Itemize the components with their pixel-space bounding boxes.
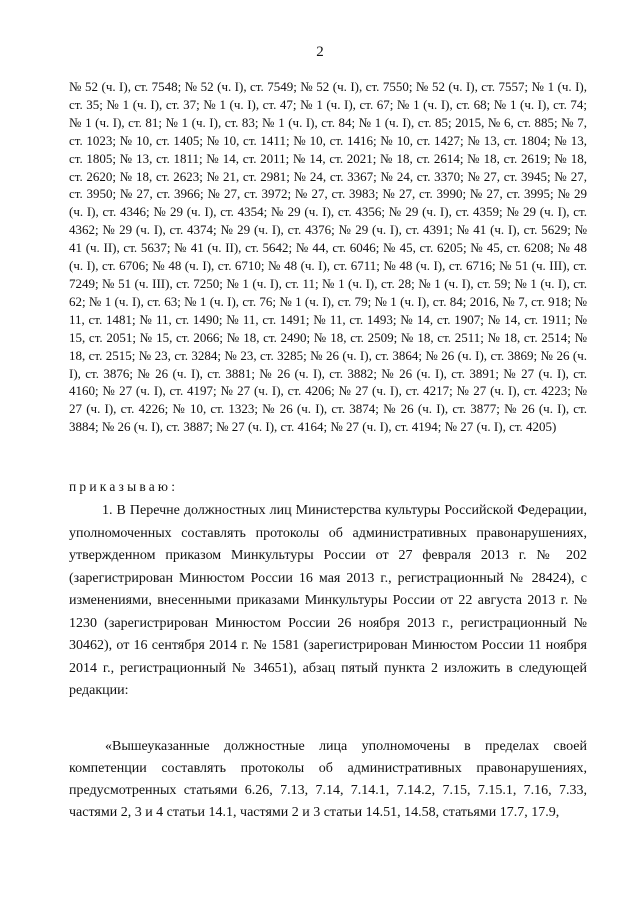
page-number: 2 bbox=[316, 44, 324, 60]
order-word: приказываю: bbox=[69, 479, 179, 494]
paragraph-1: 1. В Перечне должностных лиц Министерства культуры Российской Федерации, уполномоченных составлять протоколы об административных правонарушениях, утвержденном приказом Минкультуры России от 27 февраля 2013 г. № 202 (зарегистрирован Минюстом России 16 мая 2013 г., регистрационный № 28424), с изменениями, внесенными приказами Минкультуры России от 22 августа 2013 г. № 1230 (зарегистрирован Минюстом России 26 ноября 2013 г., регистрационный № 30462), от 16 сентября 2014 г. № 1581 (зарегистрирован Минюстом России 11 ноября 2014 г., регистрационный № 34651), абзац пятый пункта 2 изложить в следующей редакции: bbox=[69, 503, 587, 698]
legislation-citations: № 52 (ч. I), ст. 7548; № 52 (ч. I), ст. 7549; № 52 (ч. I), ст. 7550; № 52 (ч. I), ст. 7557; № 1 (ч. I), ст. 35; № 1 (ч. I), ст. 37; № 1 (ч. I), ст. 47; № 1 (ч. I), ст. 67; № 1 (ч. I), ст. 68; № 1 (ч. I), ст. 74; № 1 (ч. I), ст. 81; № 1 (ч. I), ст. 83; № 1 (ч. I), ст. 84; № 1 (ч. I), ст. 85; 2015, № 6, ст. 885; № 7, ст. 1023; № 10, ст. 1405; № 10, ст. 1411; № 10, ст. 1416; № 10, ст. 1427; № 13, ст. 1804; № 13, ст. 1805; № 13, ст. 1811; № 14, ст. 2011; № 14, ст. 2021; № 18, ст. 2614; № 18, ст. 2619; № 18, ст. 2620; № 18, ст. 2623; № 21, ст. 2981; № 24, ст. 3367; № 24, ст. 3370; № 27, ст. 3945; № 27, ст. 3950; № 27, ст. 3966; № 27, ст. 3972; № 27, ст. 3983; № 27, ст. 3990; № 27, ст. 3995; № 29 (ч. I), ст. 4346; № 29 (ч. I), ст. 4354; № 29 (ч. I), ст. 4356; № 29 (ч. I), ст. 4359; № 29 (ч. I), ст. 4362; № 29 (ч. I), ст. 4374; № 29 (ч. I), ст. 4376; № 29 (ч. I), ст. 4391; № 41 (ч. I), ст. 5629; № 41 (ч. II), ст. 5637; № 41 (ч. II), ст. 5642; № 44, ст. 6046; № 45, ст. 6205; № 45, ст. 6208; № 48 (ч. I), ст. 6706; № 48 (ч. I), ст. 6710; № 48 (ч. I), ст. 6711; № 48 (ч. I), ст. 6716; № 51 (ч. III), ст. 7249; № 51 (ч. III), ст. 7250; № 1 (ч. I), ст. 11; № 1 (ч. I), ст. 28; № 1 (ч. I), ст. 59; № 1 (ч. I), ст. 62; № 1 (ч. I), ст. 63; № 1 (ч. I), ст. 76; № 1 (ч. I), ст. 79; № 1 (ч. I), ст. 84; 2016, № 7, ст. 918; № 11, ст. 1481; № 11, ст. 1490; № 11, ст. 1491; № 11, ст. 1493; № 14, ст. 1907; № 14, ст. 1911; № 15, ст. 2051; № 15, ст. 2066; № 18, ст. 2490; № 18, ст. 2509; № 18, ст. 2511; № 18, ст. 2514; № 18, ст. 2515; № 23, ст. 3284; № 23, ст. 3285; № 26 (ч. I), ст. 3864; № 26 (ч. I), ст. 3869; № 26 (ч. I), ст. 3876; № 26 (ч. I), ст. 3881; № 26 (ч. I), ст. 3882; № 26 (ч. I), ст. 3891; № 27 (ч. I), ст. 4160; № 27 (ч. I), ст. 4197; № 27 (ч. I), ст. 4206; № 27 (ч. I), ст. 4217; № 27 (ч. I), ст. 4223; № 27 (ч. I), ст. 4226; № 10, ст. 1323; № 26 (ч. I), ст. 3874; № 26 (ч. I), ст. 3877; № 26 (ч. I), ст. 3884; № 26 (ч. I), ст. 3887; № 27 (ч. I), ст. 4164; № 27 (ч. I), ст. 4194; № 27 (ч. I), ст. 4205) bbox=[69, 79, 587, 435]
paragraph-2: «Вышеуказанные должностные лица уполномочены в пределах своей компетенции составлять протоколы об административных правонарушениях, предусмотренных статьями 6.26, 7.13, 7.14, 7.14.1, 7.14.2, 7.15, 7.15.1, 7.16, 7.33, частями 2, 3 и 4 статьи 14.1, частями 2 и 3 статьи 14.51, 14.58, статьями 17.7, 17.9, bbox=[69, 739, 587, 820]
